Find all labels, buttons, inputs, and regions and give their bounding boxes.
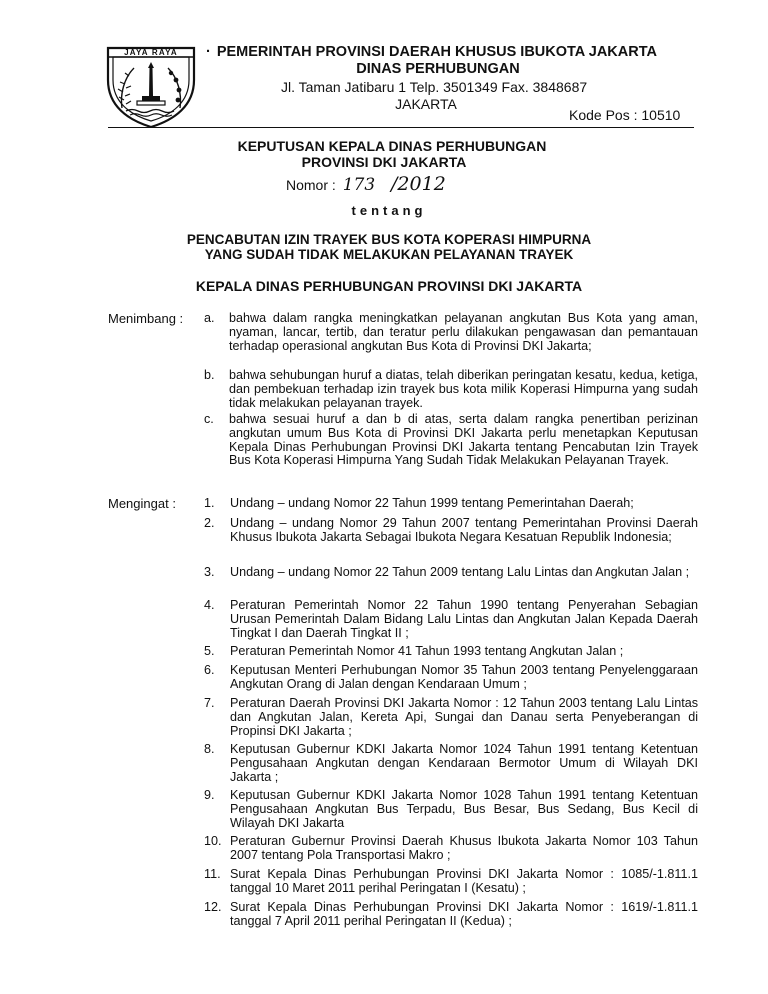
item-text: Peraturan Gubernur Provinsi Daerah Khusus Ibukota Jakarta Nomor 103 Tahun 2007 tentang Pola Transportasi Makro ;: [230, 834, 698, 862]
item-text: Surat Kepala Dinas Perhubungan Provinsi DKI Jakarta Nomor : 1085/-1.811.1 tanggal 10 Maret 2011 perihal Peringatan I (Kesatu) ;: [230, 867, 698, 895]
letterhead-address: Jl. Taman Jatibaru 1 Telp. 3501349 Fax. 3848687: [281, 79, 588, 95]
decree-title-line2: PROVINSI DKI JAKARTA: [301, 154, 467, 170]
mengingat-item: [204, 789, 698, 830]
logo-motto: JAYA RAYA: [124, 48, 178, 57]
item-marker: b.: [204, 368, 215, 382]
mengingat-item: [204, 743, 698, 784]
item-marker: a.: [204, 311, 215, 325]
letterhead-divider: [108, 127, 694, 128]
menimbang-item: [204, 369, 698, 410]
decree-number-handwritten: 173: [342, 175, 376, 195]
item-text: bahwa sehubungan huruf a diatas, telah diberikan peringatan kesatu, kedua, ketiga, dan pembekuan terhadap izin trayek bus kota milik Koperasi Himpurna yang sudah tidak melakukan pelayanan trayek.: [229, 368, 698, 410]
menimbang-item: [204, 413, 698, 468]
item-text: Undang – undang Nomor 22 Tahun 1999 tentang Pemerintahan Daerah;: [230, 496, 634, 510]
menimbang-item: [204, 312, 698, 353]
item-text: Peraturan Daerah Provinsi DKI Jakarta Nomor : 12 Tahun 2003 tentang Lalu Lintas dan Angkutan Jalan, Kereta Api, Sungai dan Danau serta Penyeberangan di Propinsi DKI Jakarta ;: [230, 696, 698, 738]
item-text: bahwa dalam rangka meningkatkan pelayanan angkutan Bus Kota yang aman, nyaman, lancar, tertib, dan teratur perlu dilakukan pengawasan dan pemantauan terhadap operasional angkutan Bus Kota di Provinsi DKI Jakarta;: [229, 311, 698, 353]
decree-title-line1: KEPUTUSAN KEPALA DINAS PERHUBUNGAN: [237, 138, 547, 154]
decree-number-label: Nomor :: [286, 177, 336, 193]
item-text: Keputusan Gubernur KDKI Jakarta Nomor 1024 Tahun 1991 tentang Ketentuan Pengusahaan Angkutan dengan Kendaraan Bermotor Umum di Wilayah DKI Jakarta ;: [230, 742, 698, 784]
item-marker: 5.: [204, 644, 215, 658]
decree-number: [286, 173, 446, 195]
letterhead-government-name: · PEMERINTAH PROVINSI DAERAH KHUSUS IBUKOTA JAKARTA: [206, 44, 657, 60]
mengingat-item: [204, 664, 698, 692]
item-marker: 6.: [204, 663, 215, 677]
mengingat-item: [204, 835, 698, 863]
item-text: Peraturan Pemerintah Nomor 22 Tahun 1990 tentang Penyerahan Sebagian Urusan Pemerintah Dalam Bidang Lalu Lintas dan Angkutan Jalan Kepada Daerah Tingkat I dan Daerah Tingkat II ;: [230, 598, 698, 640]
item-text: Peraturan Pemerintah Nomor 41 Tahun 1993 tentang Angkutan Jalan ;: [230, 644, 624, 658]
decree-subject-line2: YANG SUDAH TIDAK MELAKUKAN PELAYANAN TRAYEK: [204, 247, 574, 262]
item-marker: 2.: [204, 516, 215, 530]
decree-subject-line1: PENCABUTAN IZIN TRAYEK BUS KOTA KOPERASI HIMPURNA: [186, 232, 592, 247]
item-text: Surat Kepala Dinas Perhubungan Provinsi DKI Jakarta Nomor : 1619/-1.811.1 tanggal 7 April 2011 perihal Peringatan II (Kedua) ;: [230, 900, 698, 928]
item-marker: 4.: [204, 598, 215, 612]
item-text: Undang – undang Nomor 22 Tahun 2009 tentang Lalu Lintas dan Angkutan Jalan ;: [230, 565, 690, 579]
item-text: Undang – undang Nomor 29 Tahun 2007 tentang Pemerintahan Provinsi Daerah Khusus Ibukota Jakarta Sebagai Ibukota Negara Kesatuan Republik Indonesia;: [230, 516, 698, 544]
item-marker: 10.: [204, 834, 222, 848]
letterhead-postal-code: Kode Pos : 10510: [569, 107, 681, 123]
mengingat-item: [204, 566, 698, 580]
issuer-heading: KEPALA DINAS PERHUBUNGAN PROVINSI DKI JAKARTA: [195, 278, 583, 294]
mengingat-item: [204, 868, 698, 896]
menimbang-label: Menimbang :: [108, 311, 184, 326]
item-marker: 8.: [204, 742, 215, 756]
item-marker: 11.: [204, 867, 221, 881]
mengingat-item: [204, 497, 698, 511]
mengingat-item: [204, 517, 698, 545]
item-marker: 3.: [204, 565, 215, 579]
item-text: Keputusan Menteri Perhubungan Nomor 35 Tahun 2003 tentang Penyelenggaraan Angkutan Orang di Jalan dengan Kendaraan Umum ;: [230, 663, 698, 691]
letterhead-agency-name: DINAS PERHUBUNGAN: [356, 61, 520, 77]
item-text: bahwa sesuai huruf a dan b di atas, serta dalam rangka penertiban perizinan angkutan umum Bus Kota di Provinsi DKI Jakarta perlu menetapkan Keputusan Kepala Dinas Perhubungan Provinsi DKI Jakarta tentang Pencabutan Izin Trayek Bus Kota Koperasi Himpurna Yang Sudah Tidak Melakukan Pelayanan Trayek.: [229, 412, 698, 468]
item-marker: c.: [204, 412, 214, 426]
mengingat-item: [204, 599, 698, 640]
tentang-heading: tentang: [351, 203, 427, 218]
letterhead-city: JAKARTA: [395, 96, 457, 112]
item-marker: 7.: [204, 696, 215, 710]
item-marker: 9.: [204, 788, 215, 802]
mengingat-item: [204, 645, 698, 659]
decree-year-handwritten: /2012: [391, 173, 446, 195]
mengingat-label: Mengingat :: [108, 496, 176, 511]
jakarta-coat-of-arms-logo: [104, 40, 198, 128]
item-marker: 12.: [204, 900, 222, 914]
mengingat-item: [204, 901, 698, 929]
item-text: Keputusan Gubernur KDKI Jakarta Nomor 1028 Tahun 1991 tentang Ketentuan Pengusahaan Angkutan Bus Terpadu, Bus Besar, Bus Sedang, Bus Kecil di Wilayah DKI Jakarta: [230, 788, 698, 830]
item-marker: 1.: [204, 496, 215, 510]
mengingat-item: [204, 697, 698, 738]
